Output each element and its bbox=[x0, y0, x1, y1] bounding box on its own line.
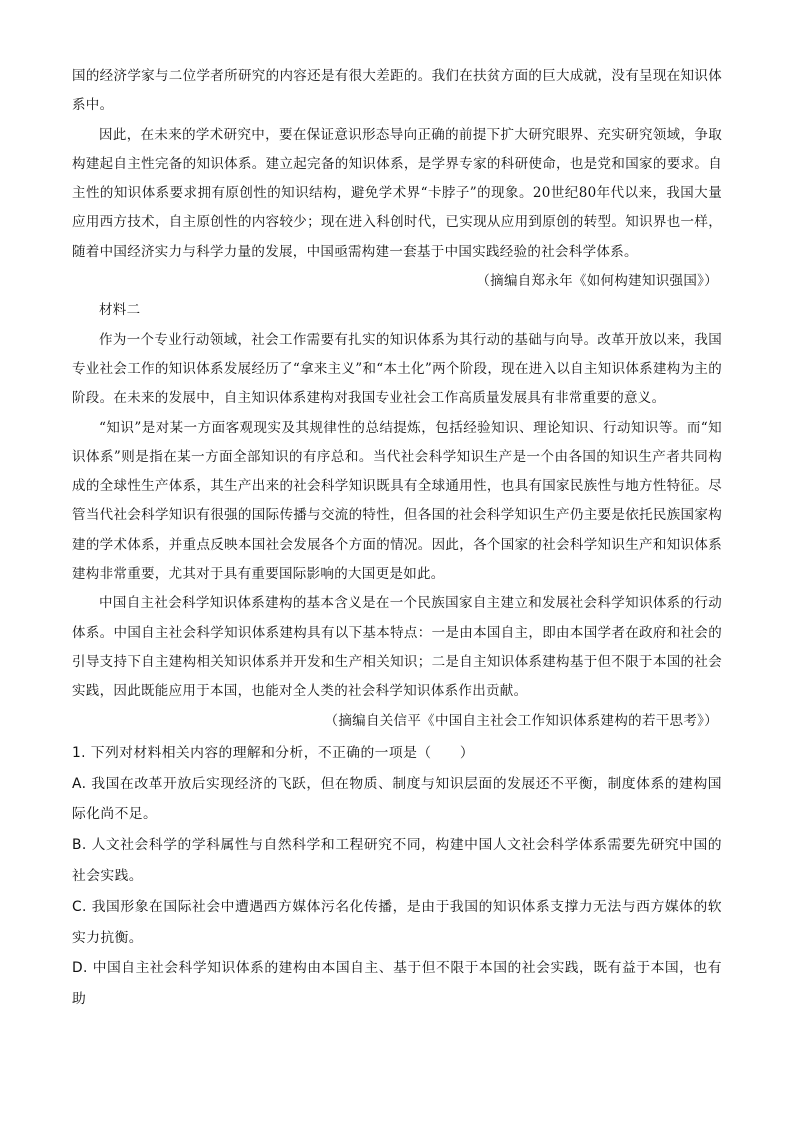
material-two bbox=[72, 296, 722, 735]
material-one bbox=[72, 62, 722, 296]
question-stem: 1. 下列对材料相关内容的理解和分析，不正确的一项是（ ） bbox=[72, 744, 475, 761]
material-label: 材料二 bbox=[99, 302, 141, 319]
option-c: C. 我国形象在国际社会中遭遇西方媒体污名化传播，是由于我国的知识体系支撑力无法与西方媒体的软实力抗衡。 bbox=[72, 898, 722, 946]
option-d: D. 中国自主社会科学知识体系的建构由本国自主、基于但不限于本国的社会实践，既有益于本国，也有助 bbox=[72, 960, 722, 1008]
source-citation: （摘编自郑永年《如何构建知识强国》） bbox=[476, 273, 718, 290]
question-one bbox=[72, 738, 722, 1015]
option-a: A. 我国在改革开放后实现经济的飞跃，但在物质、制度与知识层面的发展还不平衡，制度体系的建构国际化尚不足。 bbox=[72, 775, 722, 823]
paragraph: “知识”是对某一方面客观现实及其规律性的总结提炼，包括经验知识、理论知识、行动知识等。而“知识体系”则是指在某一方面全部知识的有序总和。当代社会科学知识生产是一个由各国的知识生产者共同构成的全球性生产体系，其生产出来的社会科学知识既具有全球通用性，也具有国家民族性与地方性特征。尽管当代社会科学知识有很强的国际传播与交流的特性，但各国的社会科学知识生产仍主要是依托民族国家构建的学术体系，并重点反映本国社会发展各个方面的情况。因此，各个国家的社会科学知识生产和知识体系建构非常重要，尤其对于具有重要国际影响的大国更是如此。 bbox=[72, 419, 722, 583]
source-citation: （摘编自关信平《中国自主社会工作知识体系建构的若干思考》） bbox=[324, 712, 718, 729]
paragraph: 因此，在未来的学术研究中，要在保证意识形态导向正确的前提下扩大研究眼界、充实研究领域，争取构建起自主性完备的知识体系。建立起完备的知识体系，是学界专家的科研使命，也是党和国家的要求。自主性的知识体系要求拥有原创性的知识结构，避免学术界“卡脖子”的现象。20世纪80年代以来，我国大量应用西方技术，自主原创性的内容较少；现在进入科创时代，已实现从应用到原创的转型。知识界也一样，随着中国经济实力与科学力量的发展，中国亟需构建一套基于中国实践经验的社会科学体系。 bbox=[72, 126, 722, 260]
paragraph: 中国自主社会科学知识体系建构的基本含义是在一个民族国家自主建立和发展社会科学知识体系的行动体系。中国自主社会科学知识体系建构具有以下基本特点：一是由本国自主，即由本国学者在政府和社会的引导支持下自主建构相关知识体系并开发和生产相关知识；二是自主知识体系建构基于但不限于本国的社会实践，因此既能应用于本国，也能对全人类的社会科学知识体系作出贡献。 bbox=[72, 595, 722, 700]
option-b: B. 人文社会科学的学科属性与自然科学和工程研究不同，构建中国人文社会科学体系需要先研究中国的社会实践。 bbox=[72, 837, 722, 885]
paragraph-continuation: 国的经济学家与二位学者所研究的内容还是有很大差距的。我们在扶贫方面的巨大成就，没有呈现在知识体系中。 bbox=[72, 68, 722, 114]
paragraph: 作为一个专业行动领域，社会工作需要有扎实的知识体系为其行动的基础与向导。改革开放以来，我国专业社会工作的知识体系发展经历了“拿来主义”和“本土化”两个阶段，现在进入以自主知识体系建构为主的阶段。在未来的发展中，自主知识体系建构对我国专业社会工作高质量发展具有非常重要的意义。 bbox=[72, 331, 722, 407]
